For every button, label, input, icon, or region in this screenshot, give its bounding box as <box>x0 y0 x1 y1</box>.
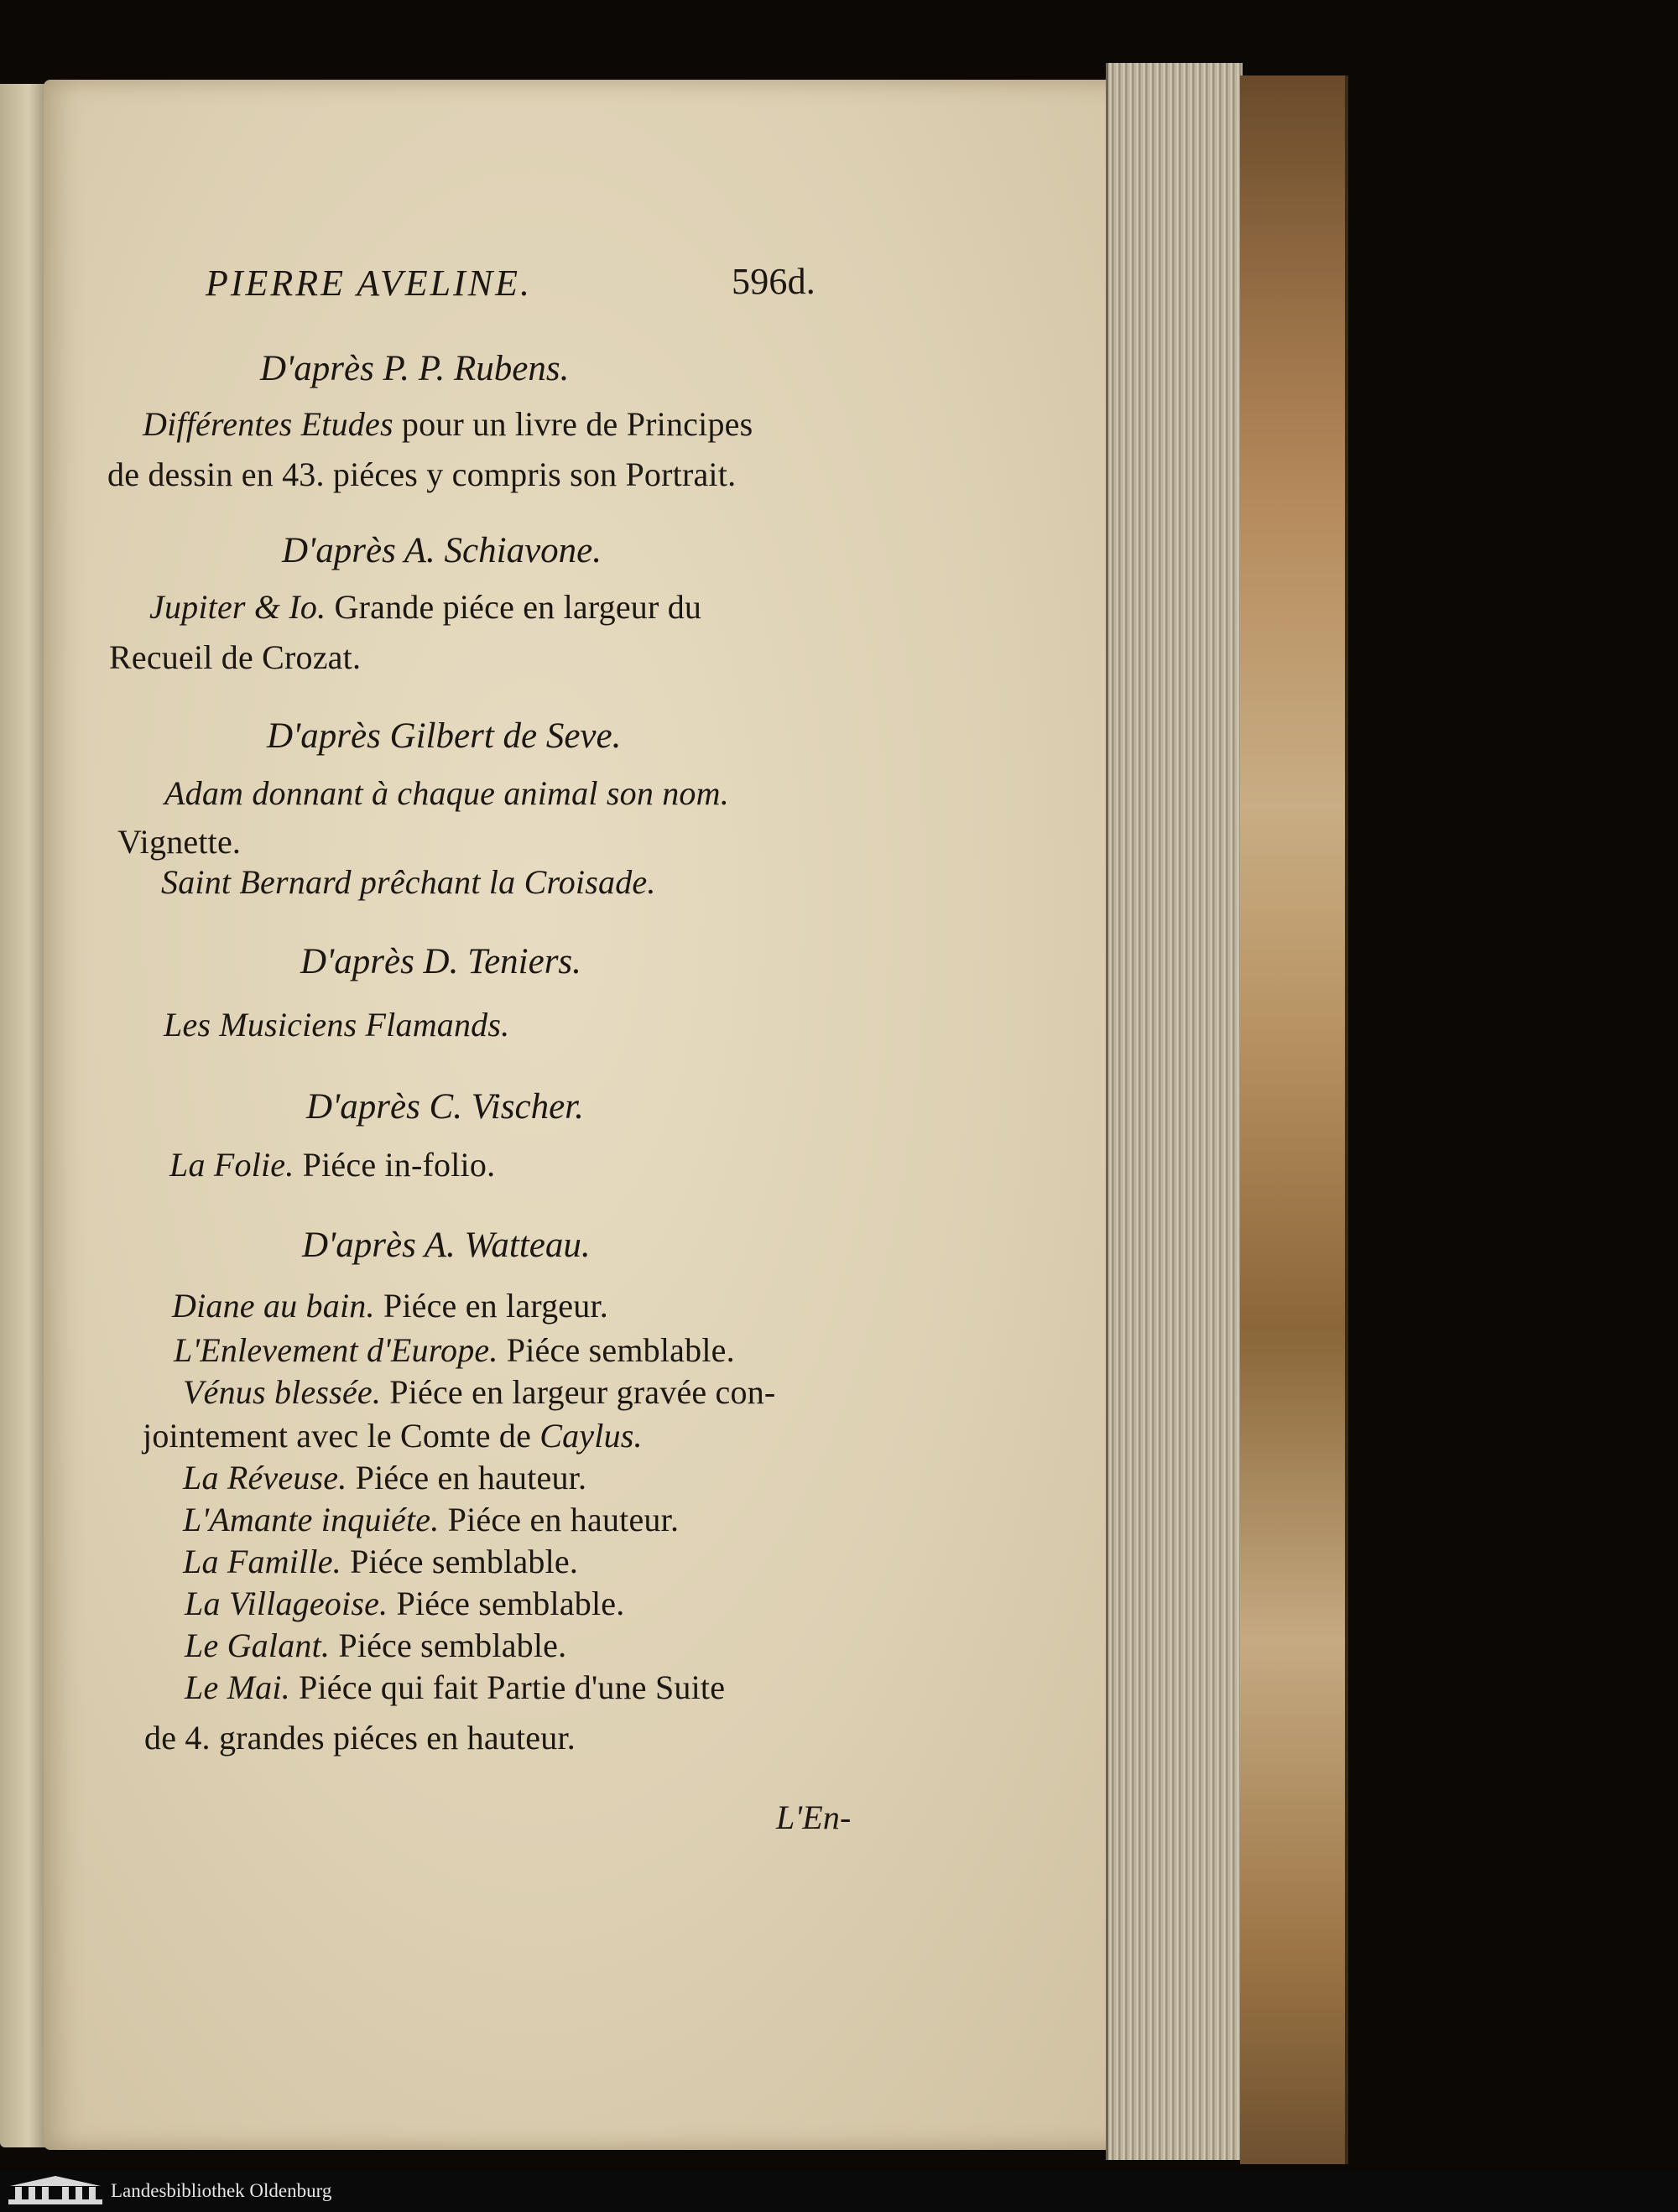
entry-line: Le Galant. Piéce semblable. <box>185 1626 567 1664</box>
section-heading: D'après Gilbert de Seve. <box>267 716 622 756</box>
page-block-edges <box>1106 63 1243 2160</box>
entry-line: L'Amante inquiéte. Piéce en hauteur. <box>183 1501 680 1538</box>
entry-line: Vignette. <box>117 823 242 861</box>
entry-line: L'Enlevement d'Europe. Piéce semblable. <box>174 1331 735 1369</box>
entry-line: de dessin en 43. piéces y compris son Portrait. <box>107 455 737 493</box>
entry-line: Adam donnant à chaque animal son nom. <box>164 774 729 812</box>
library-building-icon <box>7 2174 104 2208</box>
entry-line: Le Mai. Piéce qui fait Partie d'une Suite <box>185 1668 726 1706</box>
entry-line: La Réveuse. Piéce en hauteur. <box>183 1459 587 1496</box>
entry-line: Recueil de Crozat. <box>109 638 362 676</box>
page-number: 596d. <box>732 261 816 302</box>
book-page <box>44 80 1134 2150</box>
entry-line: Vénus blessée. Piéce en largeur gravée con- <box>183 1373 776 1411</box>
entry-line: La Villageoise. Piéce semblable. <box>185 1585 625 1622</box>
entry-line: de 4. grandes piéces en hauteur. <box>144 1719 576 1757</box>
catchword: L'En- <box>776 1798 852 1836</box>
footer-bar <box>0 2171 1678 2212</box>
entry-line: La Folie. Piéce in-folio. <box>169 1146 496 1184</box>
entry-line: Différentes Etudes pour un livre de Principes <box>143 405 753 443</box>
section-heading: D'après C. Vischer. <box>306 1087 584 1127</box>
entry-line: jointement avec le Comte de Caylus. <box>143 1417 643 1455</box>
section-heading: D'après A. Watteau. <box>302 1226 591 1265</box>
entry-line: La Famille. Piéce semblable. <box>183 1543 579 1580</box>
book-cover-edge <box>1240 75 1348 2164</box>
running-title: PIERRE AVELINE. <box>206 263 533 304</box>
section-heading: D'après D. Teniers. <box>300 942 581 981</box>
entry-line: Jupiter & Io. Grande piéce en largeur du <box>149 588 702 626</box>
entry-line: Les Musiciens Flamands. <box>164 1006 510 1044</box>
entry-line: Diane au bain. Piéce en largeur. <box>172 1287 608 1325</box>
entry-line: Saint Bernard prêchant la Croisade. <box>161 863 656 901</box>
section-heading: D'après A. Schiavone. <box>282 531 602 570</box>
library-name: Landesbibliothek Oldenburg <box>111 2180 332 2201</box>
section-heading: D'après P. P. Rubens. <box>260 349 570 388</box>
